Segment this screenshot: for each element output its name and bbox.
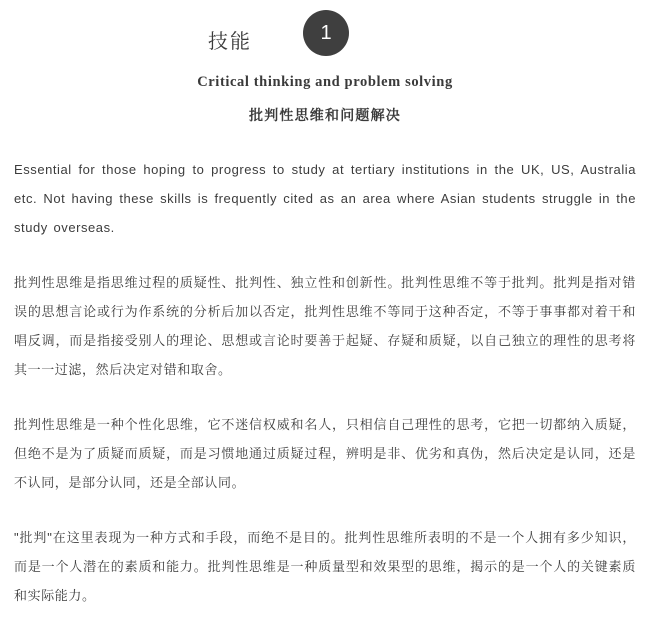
subtitle-chinese: 批判性思维和问题解决: [249, 107, 401, 123]
paragraph-chinese-2: 批判性思维是一种个性化思维，它不迷信权威和名人，只相信自己理性的思考，它把一切都纳入质疑，但绝不是为了质疑而质疑，而是习惯地通过质疑过程，辨明是非、优劣和真伪，然后决定是认同，还是不认同，是部分认同，还是全部认同。: [14, 417, 636, 490]
document-header: [0, 0, 650, 125]
section-number-badge: 1: [303, 10, 349, 56]
paragraph-chinese-1: 批判性思维是指思维过程的质疑性、批判性、独立性和创新性。批判性思维不等于批判。批判是指对错误的思想言论或行为作系统的分析后加以否定，批判性思维不等同于这种否定，不等于事事都对着干和唱反调，而是指接受别人的理论、思想或言论时要善于起疑、存疑和质疑，以自己独立的理性的思考将其一一过滤，然后决定对错和取舍。: [14, 275, 636, 377]
paragraph-chinese-3: "批判"在这里表现为一种方式和手段，而绝不是目的。批判性思维所表明的不是一个人拥有多少知识，而是一个人潜在的素质和能力。批判性思维是一种质量型和效果型的思维，揭示的是一个人的关键素质和实际能力。: [14, 530, 636, 603]
page-title: 技能: [208, 31, 252, 53]
subtitle-english: Critical thinking and problem solving: [197, 74, 453, 90]
document-body: [0, 155, 650, 610]
paragraph-english: Essential for those hoping to progress to study at tertiary institutions in the UK, US, Australia etc. Not having these skills is frequently cited as an area where Asian students struggle in the study overseas.: [14, 162, 636, 235]
